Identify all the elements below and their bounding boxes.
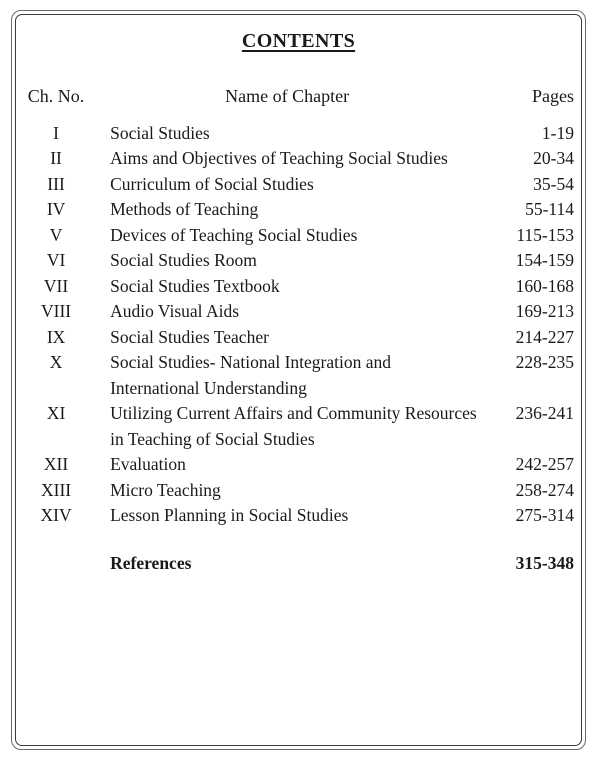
column-header-pages: Pages — [532, 86, 574, 106]
chapter-number-cell: XIII — [40, 479, 72, 500]
chapter-name-cell — [97, 146, 477, 172]
chapter-number-cell: III — [47, 173, 65, 194]
references-number-cell — [15, 551, 97, 577]
chapter-number-cell: VI — [46, 250, 66, 270]
page-range-cell: 275-314 — [515, 505, 574, 525]
chapter-name-line-1: Social Studies- National Integration and — [110, 352, 391, 372]
chapter-name-line-1: Micro Teaching — [110, 479, 221, 500]
page-range-cell: 169-213 — [515, 301, 574, 321]
chapter-name-cell — [97, 121, 477, 147]
chapter-number-cell: XII — [43, 454, 69, 474]
chapter-name-cell — [97, 197, 477, 223]
chapter-name-line-1: Curriculum of Social Studies — [110, 173, 314, 194]
table-row[interactable] — [15, 325, 582, 351]
table-row[interactable] — [15, 223, 582, 249]
page-range-cell: 1-19 — [541, 122, 574, 143]
chapter-name-line-1: Utilizing Current Affairs and Community Resources — [110, 403, 477, 423]
chapter-name-line-1: Audio Visual Aids — [110, 301, 240, 321]
table-header — [15, 84, 582, 121]
chapter-name-line-1: Social Studies — [110, 122, 210, 143]
contents-table — [15, 84, 582, 576]
page-range-cell: 20-34 — [533, 148, 574, 168]
table-row[interactable] — [15, 248, 582, 274]
chapter-number-cell: IX — [46, 326, 66, 347]
references-page-range: 315-348 — [515, 552, 574, 573]
chapter-name-line-1: Methods of Teaching — [110, 199, 259, 219]
page-range-cell: 35-54 — [533, 173, 574, 194]
table-row[interactable] — [15, 121, 582, 147]
column-header-chapter-number: Ch. No. — [27, 86, 85, 106]
chapter-number-cell: IV — [46, 199, 66, 219]
chapter-name-line-1: Social Studies Textbook — [110, 275, 280, 296]
table-row[interactable] — [15, 172, 582, 198]
chapter-name-cell — [97, 172, 477, 198]
page-range-cell: 228-235 — [515, 352, 574, 372]
row-spacer — [15, 529, 582, 551]
chapter-number-cell: V — [49, 224, 63, 245]
page-range-cell: 214-227 — [515, 326, 574, 347]
page-content — [15, 14, 582, 746]
chapter-name-cell — [97, 299, 477, 325]
page-range-cell: 236-241 — [515, 403, 574, 423]
chapter-name-line-1: Social Studies Room — [110, 250, 257, 270]
chapter-name-line-1: Lesson Planning in Social Studies — [110, 505, 349, 525]
page-range-cell: 258-274 — [515, 479, 574, 500]
chapter-name-cell — [97, 248, 477, 274]
column-header-chapter-name: Name of Chapter — [225, 86, 350, 106]
references-row[interactable] — [15, 551, 582, 577]
chapter-number-cell: XI — [46, 403, 66, 423]
table-row[interactable] — [15, 452, 582, 478]
table-body — [15, 121, 582, 577]
page-title: CONTENTS — [241, 30, 356, 52]
chapter-name-line-1: Devices of Teaching Social Studies — [110, 224, 358, 245]
chapter-name-line-1: Aims and Objectives of Teaching Social Studies — [110, 148, 448, 168]
chapter-name-cell — [97, 274, 477, 300]
chapter-name-cell — [97, 325, 477, 351]
row-spacer-cell — [15, 529, 582, 551]
chapter-number-cell: VIII — [40, 301, 72, 321]
table-row[interactable] — [15, 503, 582, 529]
chapter-number-cell: II — [50, 148, 62, 168]
table-row[interactable] — [15, 401, 582, 452]
chapter-name-cell — [97, 350, 477, 401]
chapter-name-line-2: in Teaching of Social Studies — [110, 428, 315, 449]
table-row[interactable] — [15, 350, 582, 401]
chapter-name-cell — [97, 401, 477, 452]
page-range-cell: 115-153 — [516, 224, 574, 245]
chapter-name-line-2: International Understanding — [110, 377, 307, 398]
chapter-name-cell — [97, 503, 477, 529]
chapter-name-cell — [97, 223, 477, 249]
table-header-row — [15, 84, 582, 121]
references-label: References — [110, 552, 192, 573]
table-row[interactable] — [15, 146, 582, 172]
page-range-cell: 242-257 — [515, 454, 574, 474]
chapter-name-line-1: Social Studies Teacher — [110, 326, 269, 347]
chapter-number-cell: X — [49, 352, 63, 372]
chapter-number-cell: I — [53, 122, 59, 143]
table-row[interactable] — [15, 274, 582, 300]
chapter-number-cell: VII — [43, 275, 69, 296]
chapter-name-line-1: Evaluation — [110, 454, 186, 474]
chapter-name-cell — [97, 478, 477, 504]
chapter-name-cell — [97, 452, 477, 478]
table-row[interactable] — [15, 299, 582, 325]
page-range-cell: 154-159 — [515, 250, 574, 270]
chapter-number-cell: XIV — [40, 505, 72, 525]
page-range-cell: 160-168 — [515, 275, 574, 296]
page-range-cell: 55-114 — [525, 199, 574, 219]
table-row[interactable] — [15, 197, 582, 223]
table-row[interactable] — [15, 478, 582, 504]
